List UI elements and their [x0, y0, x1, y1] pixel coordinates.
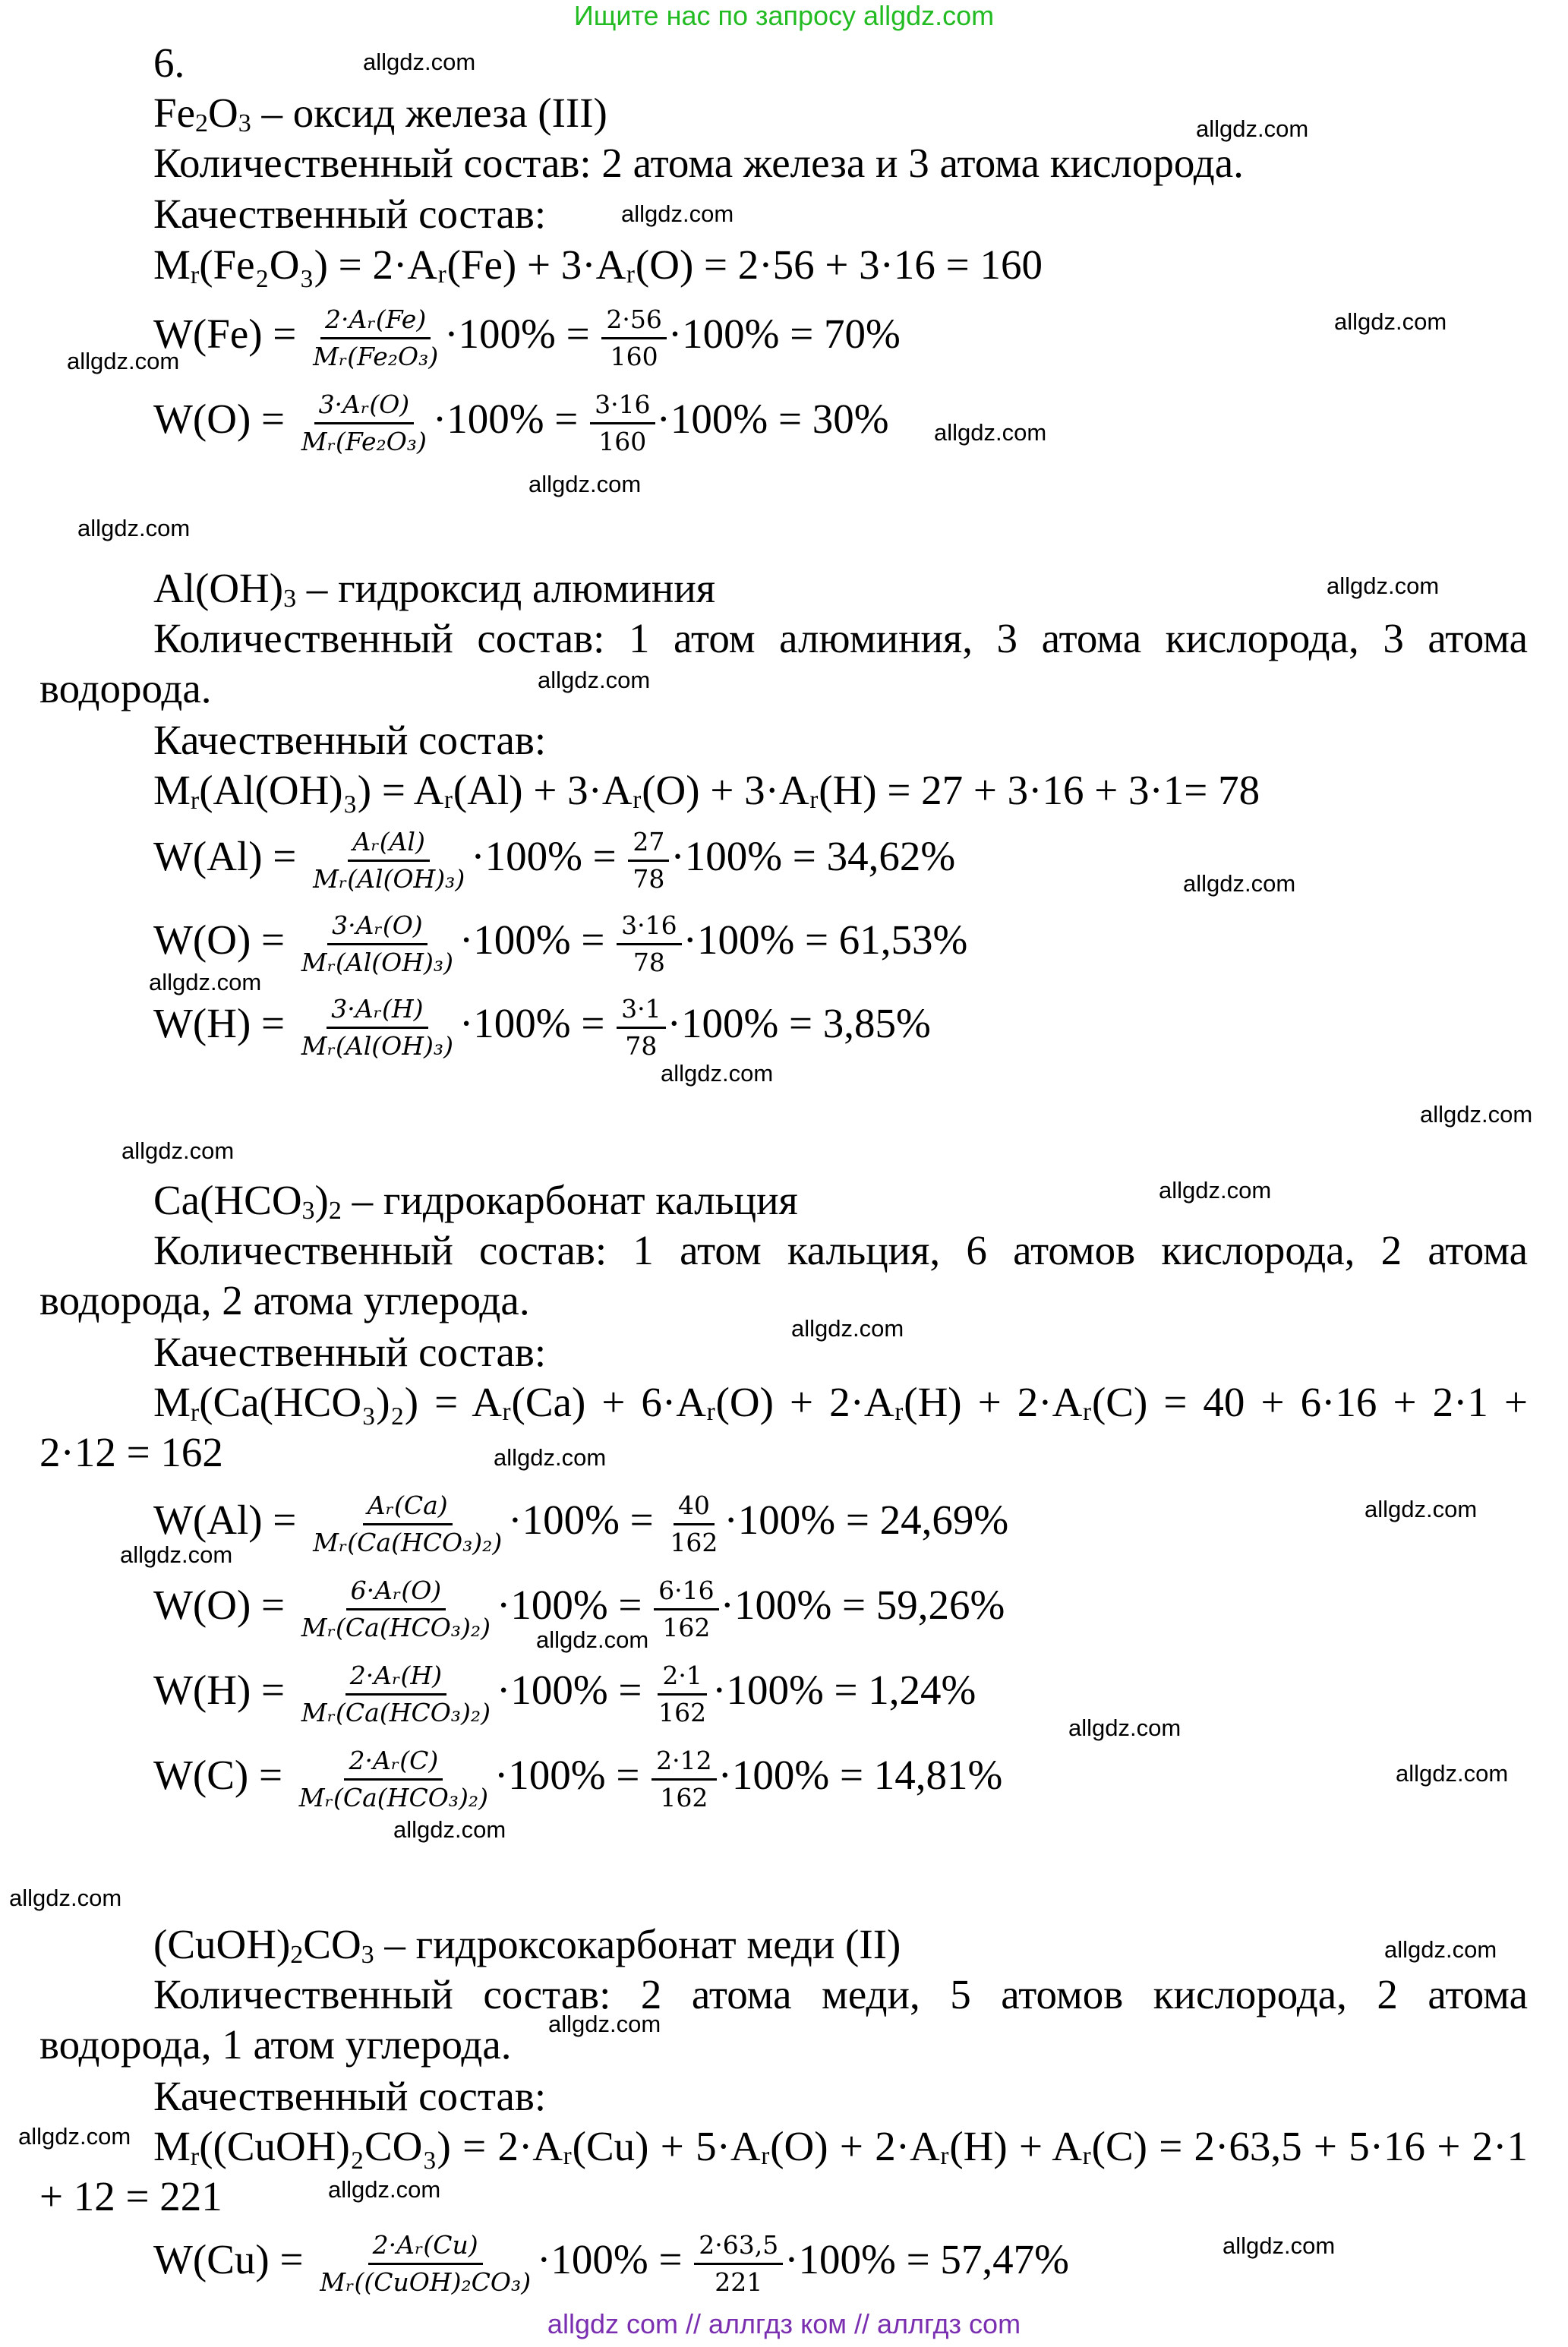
site-header-banner: Ищите нас по запросу allgdz.com [573, 0, 995, 31]
cahco3-w-ca: W(Al) = $\frac{\text{Aᵣ(Ca)}}{\text{Mᵣ(Ca(HCO₃)₂)}}$ ·100% = $\frac{40}{162}$ ·100% = 24,69% [153, 1491, 1009, 1557]
fe2o3-title: $Fe_2O_3$ – оксид железа (III) [153, 90, 607, 137]
watermark: allgdz.com [18, 2123, 131, 2150]
watermark: allgdz.com [661, 1060, 774, 1087]
aloh3-w-o: W(O) = $\frac{\text{3·Aᵣ(O)}}{\text{Mᵣ(Al(OH)₃)}}$ ·100% = $\frac{3\cdot 16}{78}$ ·100% = 61,53% [153, 910, 968, 977]
cahco3-w-h: W(H) = $\frac{\text{2·Aᵣ(H)}}{\text{Mᵣ(Ca(HCO₃)₂)}}$ ·100% = $\frac{2\cdot 1}{162}$ ·100% = 1,24% [153, 1661, 976, 1727]
cuoh2co3-w-cu: W(Cu) = $\frac{\text{2·Aᵣ(Cu)}}{\text{Mᵣ((CuOH)₂CO₃)}}$ ·100% = $\frac{2\cdot 63,5}{221}$ ·100% = 57,47% [153, 2230, 1069, 2297]
watermark: allgdz.com [1196, 115, 1309, 142]
watermark: allgdz.com [791, 1315, 904, 1342]
watermark: allgdz.com [621, 200, 734, 227]
fe2o3-qualitative: Качественный состав: [153, 191, 547, 237]
task-number: 6. [153, 39, 185, 86]
cahco3-molar-mass: $M_r(Ca(HCO_3)_2)$ = Aᵣ(Ca) + 6·Aᵣ(O) + 2·Aᵣ(H) + 2·Aᵣ(C) = 40 + 6·16 + 2·1 + 2·12 = 162 [39, 1379, 1528, 1475]
fe2o3-molar-mass: $M_r(Fe_2O_3)$ = 2·Aᵣ(Fe) + 3·Aᵣ(O) = 2·56 + 3·16 = 160 [153, 241, 1043, 289]
watermark: allgdz.com [328, 2176, 441, 2203]
watermark: allgdz.com [149, 969, 262, 995]
cahco3-qualitative: Качественный состав: [153, 1329, 547, 1375]
watermark: allgdz.com [1420, 1101, 1533, 1128]
fe2o3-w-fe: W(Fe) = $\frac{\text{2·Aᵣ(Fe)}}{\text{Mᵣ(Fe₂O₃)}}$ ·100% = $\frac{2\cdot 56}{160}$ ·100% = 70% [153, 304, 901, 371]
watermark: allgdz.com [1183, 870, 1296, 897]
fe2o3-quantitative: Количественный состав: 2 атома железа и 3 атома кислорода. [153, 140, 1244, 186]
watermark: allgdz.com [77, 515, 191, 541]
watermark: allgdz.com [1327, 573, 1440, 599]
aloh3-w-al: W(Al) = $\frac{\text{Aᵣ(Al)}}{\text{Mᵣ(Al(OH)₃)}}$ ·100% = $\frac{27}{78}$ ·100% = 34,62% [153, 827, 956, 894]
cuoh2co3-molar-mass: $M_r((CuOH)_2CO_3)$ = 2·Aᵣ(Cu) + 5·Aᵣ(O) + 2·Aᵣ(H) + Aᵣ(C) = 2·63,5 + 5·16 + 2·1 + 12 = 221 [39, 2123, 1528, 2219]
watermark: allgdz.com [9, 1885, 122, 1911]
aloh3-w-h: W(H) = $\frac{\text{3·Aᵣ(H)}}{\text{Mᵣ(Al(OH)₃)}}$ ·100% = $\frac{3\cdot 1}{78}$ ·100% = 3,85% [153, 994, 931, 1061]
cahco3-quantitative: Количественный состав: 1 атом кальция, 6 атомов кислорода, 2 атома водорода, 2 атома углерода. [39, 1227, 1528, 1323]
watermark: allgdz.com [121, 1137, 235, 1164]
aloh3-molar-mass: $M_r(Al(OH)_3)$ = Aᵣ(Al) + 3·Aᵣ(O) + 3·Aᵣ(H) = 27 + 3·16 + 3·1= 78 [153, 767, 1260, 815]
watermark: allgdz.com [363, 49, 476, 75]
watermark: allgdz.com [538, 667, 651, 693]
watermark: allgdz.com [67, 348, 180, 374]
watermark: allgdz.com [536, 1626, 649, 1653]
watermark: allgdz.com [548, 2011, 661, 2037]
watermark: allgdz.com [1384, 1936, 1497, 1963]
cuoh2co3-qualitative: Качественный состав: [153, 2073, 547, 2119]
aloh3-qualitative: Качественный состав: [153, 717, 547, 763]
watermark: allgdz.com [1068, 1715, 1182, 1741]
watermark: allgdz.com [1396, 1760, 1509, 1787]
watermark: allgdz.com [393, 1816, 506, 1843]
watermark: allgdz.com [934, 419, 1047, 446]
aloh3-quantitative: Количественный состав: 1 атом алюминия, 3 атома кислорода, 3 атома водорода. [39, 615, 1528, 711]
watermark: allgdz.com [1334, 308, 1447, 335]
cuoh2co3-quantitative: Количественный состав: 2 атома меди, 5 атомов кислорода, 2 атома водорода, 1 атом углерода. [39, 1971, 1528, 2068]
aloh3-title: $Al(OH)_3$ – гидроксид алюминия [153, 565, 716, 613]
cahco3-title: $Ca(HCO_3)_2$ – гидрокарбонат кальция [153, 1177, 798, 1225]
fe2o3-w-o: W(O) = $\frac{\text{3·Aᵣ(O)}}{\text{Mᵣ(Fe₂O₃)}}$ ·100% = $\frac{3\cdot 16}{160}$ ·100% = 30% [153, 390, 889, 456]
cahco3-w-c: W(C) = $\frac{\text{2·Aᵣ(C)}}{\text{Mᵣ(Ca(HCO₃)₂)}}$ ·100% = $\frac{2\cdot 12}{162}$ ·100% = 14,81% [153, 1746, 1003, 1812]
watermark: allgdz.com [120, 1541, 233, 1568]
site-footer-banner: allgdz com // аллгдз ком // аллгдз com [547, 2308, 1021, 2339]
cahco3-w-o: W(O) = $\frac{\text{6·Aᵣ(O)}}{\text{Mᵣ(Ca(HCO₃)₂)}}$ ·100% = $\frac{6\cdot 16}{162}$ ·100% = 59,26% [153, 1576, 1005, 1642]
watermark: allgdz.com [1223, 2232, 1336, 2259]
watermark: allgdz.com [1365, 1496, 1478, 1522]
watermark: allgdz.com [528, 471, 642, 497]
watermark: allgdz.com [494, 1444, 607, 1471]
cuoh2co3-title: $(CuOH)_2CO_3$ – гидроксокарбонат меди (II) [153, 1921, 901, 1969]
watermark: allgdz.com [1159, 1177, 1272, 1203]
